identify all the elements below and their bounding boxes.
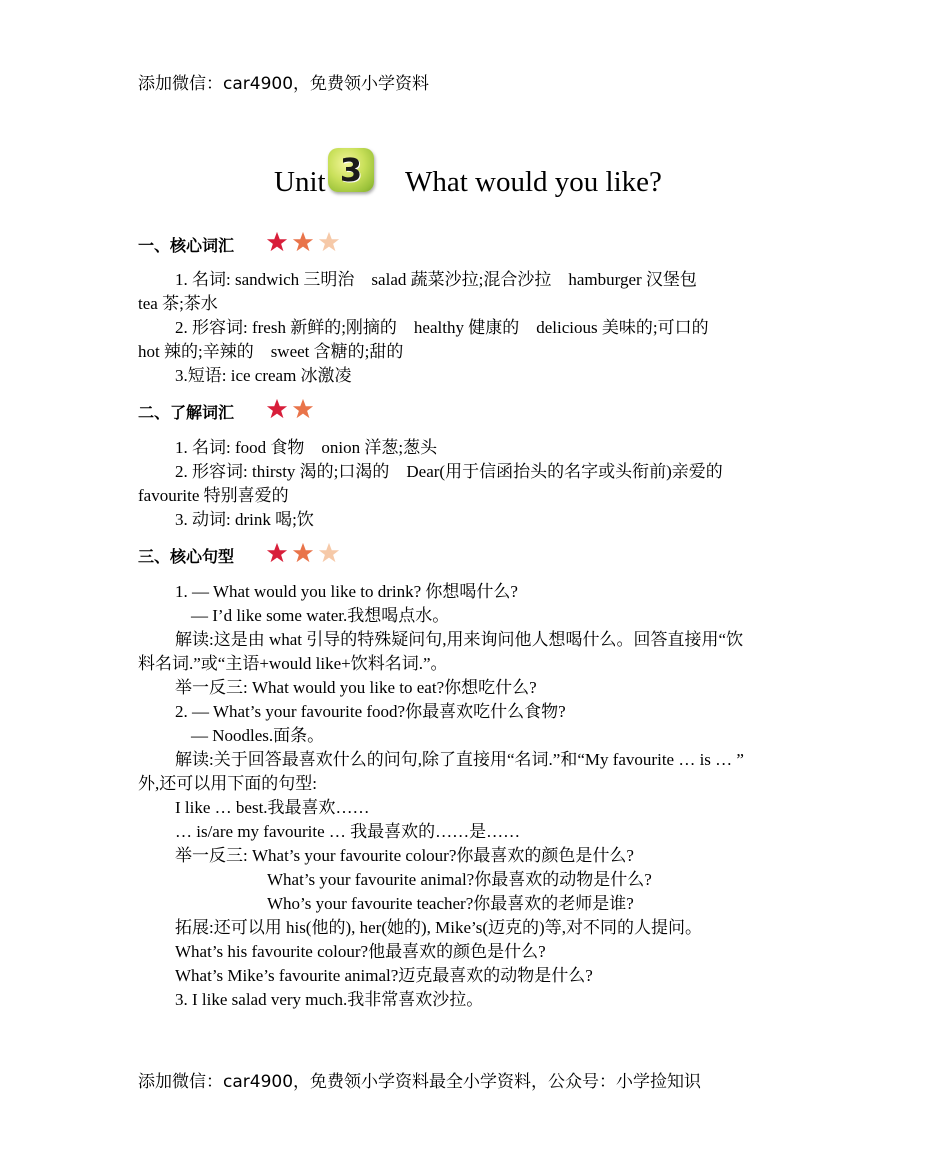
sentence-line: 2. — What’s your favourite food?你最喜欢吃什么食物? [175,702,566,721]
vocab-line: hot 辣的;辛辣的 sweet 含糖的;甜的 [138,342,404,361]
star-icon [318,231,340,253]
sentence-line: 3. I like salad very much.我非常喜欢沙拉。 [175,990,484,1009]
vocab-line: 1. 名词: food 食物 onion 洋葱;葱头 [175,438,438,457]
sentence-line: What’s his favourite colour?他最喜欢的颜色是什么? [175,942,546,961]
sentence-line: 解读:关于回答最喜欢什么的问句,除了直接用“名词.”和“My favourite … is … ” [175,750,744,769]
sentence-line: I like … best.我最喜欢…… [175,798,370,817]
footer-watermark-note: 添加微信：car4900，免费领小学资料最全小学资料，公众号：小学捡知识 [138,1072,702,1092]
star-rating-understand-vocabulary [266,398,314,420]
vocab-line: 3. 动词: drink 喝;饮 [175,510,314,529]
star-icon [266,231,288,253]
sentence-line: 解读:这是由 what 引导的特殊疑问句,用来询问他人想喝什么。回答直接用“饮 [175,630,744,649]
sentence-line: 举一反三: What’s your favourite colour?你最喜欢的颜色是什么? [175,846,634,865]
sentence-line: 举一反三: What would you like to eat?你想吃什么? [175,678,537,697]
sentence-line: 拓展:还可以用 his(他的), her(她的), Mike’s(迈克的)等,对不同的人提问。 [175,918,702,937]
section-heading-understand-vocabulary: 二、了解词汇 [138,403,235,422]
unit-title [0,148,950,208]
star-icon [292,398,314,420]
sentence-line: 料名词.”或“主语+would like+饮料名词.”。 [138,654,448,673]
vocab-line: 2. 形容词: fresh 新鲜的;刚摘的 healthy 健康的 delicious 美味的;可口的 [175,318,709,337]
star-icon [318,542,340,564]
star-rating-core-sentences [266,542,340,564]
header-watermark-note: 添加微信：car4900，免费领小学资料 [138,74,430,94]
sentence-line: 1. — What would you like to drink? 你想喝什么? [175,582,518,601]
sentence-line: What’s Mike’s favourite animal?迈克最喜欢的动物是什么? [175,966,593,985]
star-icon [266,398,288,420]
vocab-line: 1. 名词: sandwich 三明治 salad 蔬菜沙拉;混合沙拉 hamburger 汉堡包 [175,270,697,289]
unit-number: 3 [339,151,363,189]
star-icon [292,231,314,253]
sentence-line: 外,还可以用下面的句型: [138,774,317,793]
sentence-line: — I’d like some water.我想喝点水。 [191,606,450,625]
unit-title-text: What would you like? [405,166,662,198]
unit-number-badge [328,148,374,192]
sentence-line: Who’s your favourite teacher?你最喜欢的老师是谁? [267,894,634,913]
section-heading-core-vocabulary: 一、核心词汇 [138,236,235,255]
sentence-line: — Noodles.面条。 [191,726,325,745]
sentence-line: What’s your favourite animal?你最喜欢的动物是什么? [267,870,652,889]
sentence-line: … is/are my favourite … 我最喜欢的……是…… [175,822,521,841]
star-rating-core-vocabulary [266,231,340,253]
star-icon [266,542,288,564]
unit-word: Unit [274,166,326,198]
vocab-line: 3.短语: ice cream 冰激凌 [175,366,352,385]
vocab-line: tea 茶;茶水 [138,294,218,313]
vocab-line: 2. 形容词: thirsty 渴的;口渴的 Dear(用于信函抬头的名字或头衔前)亲爱的 [175,462,723,481]
star-icon [292,542,314,564]
section-heading-core-sentences: 三、核心句型 [138,547,235,566]
vocab-line: favourite 特别喜爱的 [138,486,289,505]
